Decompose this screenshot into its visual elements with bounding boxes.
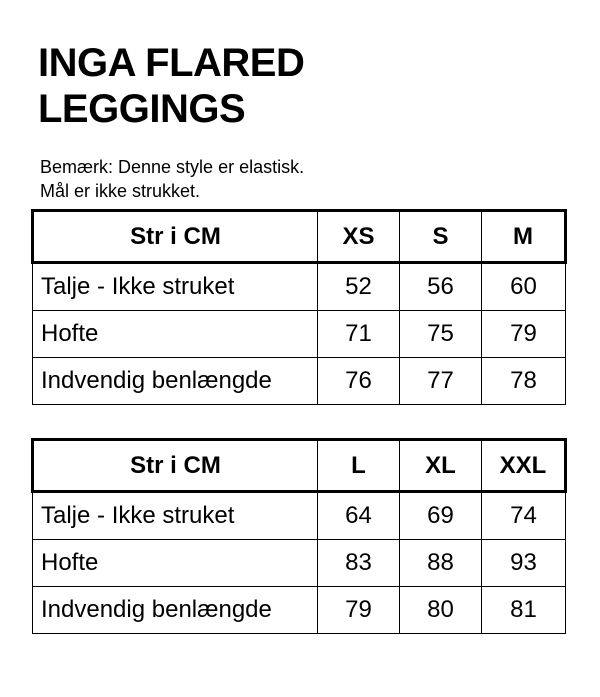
- row-label: Hofte: [33, 540, 318, 587]
- note-line-2: Mål er ikke strukket.: [40, 181, 201, 201]
- table-row-inseam: [33, 587, 566, 634]
- measurement-cell: 78: [482, 358, 566, 405]
- measurement-cell: 79: [482, 311, 566, 358]
- row-label: Hofte: [33, 311, 318, 358]
- measurement-cell: 76: [318, 358, 400, 405]
- header-cell-size: XL: [400, 440, 482, 492]
- page-title: [38, 40, 304, 132]
- note-line-1: Bemærk: Denne style er elastisk.: [40, 157, 305, 177]
- measurement-cell: 80: [400, 587, 482, 634]
- table-row-hip: [33, 311, 566, 358]
- header-cell-size: S: [400, 211, 482, 263]
- header-cell-size: XXL: [482, 440, 566, 492]
- measurement-cell: 64: [318, 492, 400, 540]
- measurement-cell: 93: [482, 540, 566, 587]
- measurement-cell: 75: [400, 311, 482, 358]
- measurement-cell: 56: [400, 263, 482, 311]
- table-header-row: [33, 440, 566, 492]
- measurement-cell: 81: [482, 587, 566, 634]
- row-label: Indvendig benlængde: [33, 358, 318, 405]
- size-table-small: [31, 209, 567, 405]
- measurement-cell: 88: [400, 540, 482, 587]
- header-cell-size: L: [318, 440, 400, 492]
- table-row-inseam: [33, 358, 566, 405]
- measurement-cell: 69: [400, 492, 482, 540]
- table-row-waist: [33, 492, 566, 540]
- page-title-line-1: INGA FLARED: [38, 41, 305, 85]
- table-row-waist: [33, 263, 566, 311]
- row-label: Talje - Ikke struket: [33, 263, 318, 311]
- row-label: Talje - Ikke struket: [33, 492, 318, 540]
- measurement-cell: 79: [318, 587, 400, 634]
- row-label: Indvendig benlængde: [33, 587, 318, 634]
- measurement-cell: 77: [400, 358, 482, 405]
- size-table-large: [31, 438, 567, 634]
- header-cell-size: XS: [318, 211, 400, 263]
- measurement-cell: 74: [482, 492, 566, 540]
- measurement-cell: 71: [318, 311, 400, 358]
- table-row-hip: [33, 540, 566, 587]
- measurement-cell: 60: [482, 263, 566, 311]
- header-cell-str-i-cm: Str i CM: [33, 440, 318, 492]
- header-cell-size: M: [482, 211, 566, 263]
- page-title-line-2: LEGGINGS: [38, 87, 246, 131]
- measurement-cell: 83: [318, 540, 400, 587]
- table-header-row: [33, 211, 566, 263]
- elasticity-note: [40, 155, 304, 203]
- measurement-cell: 52: [318, 263, 400, 311]
- header-cell-str-i-cm: Str i CM: [33, 211, 318, 263]
